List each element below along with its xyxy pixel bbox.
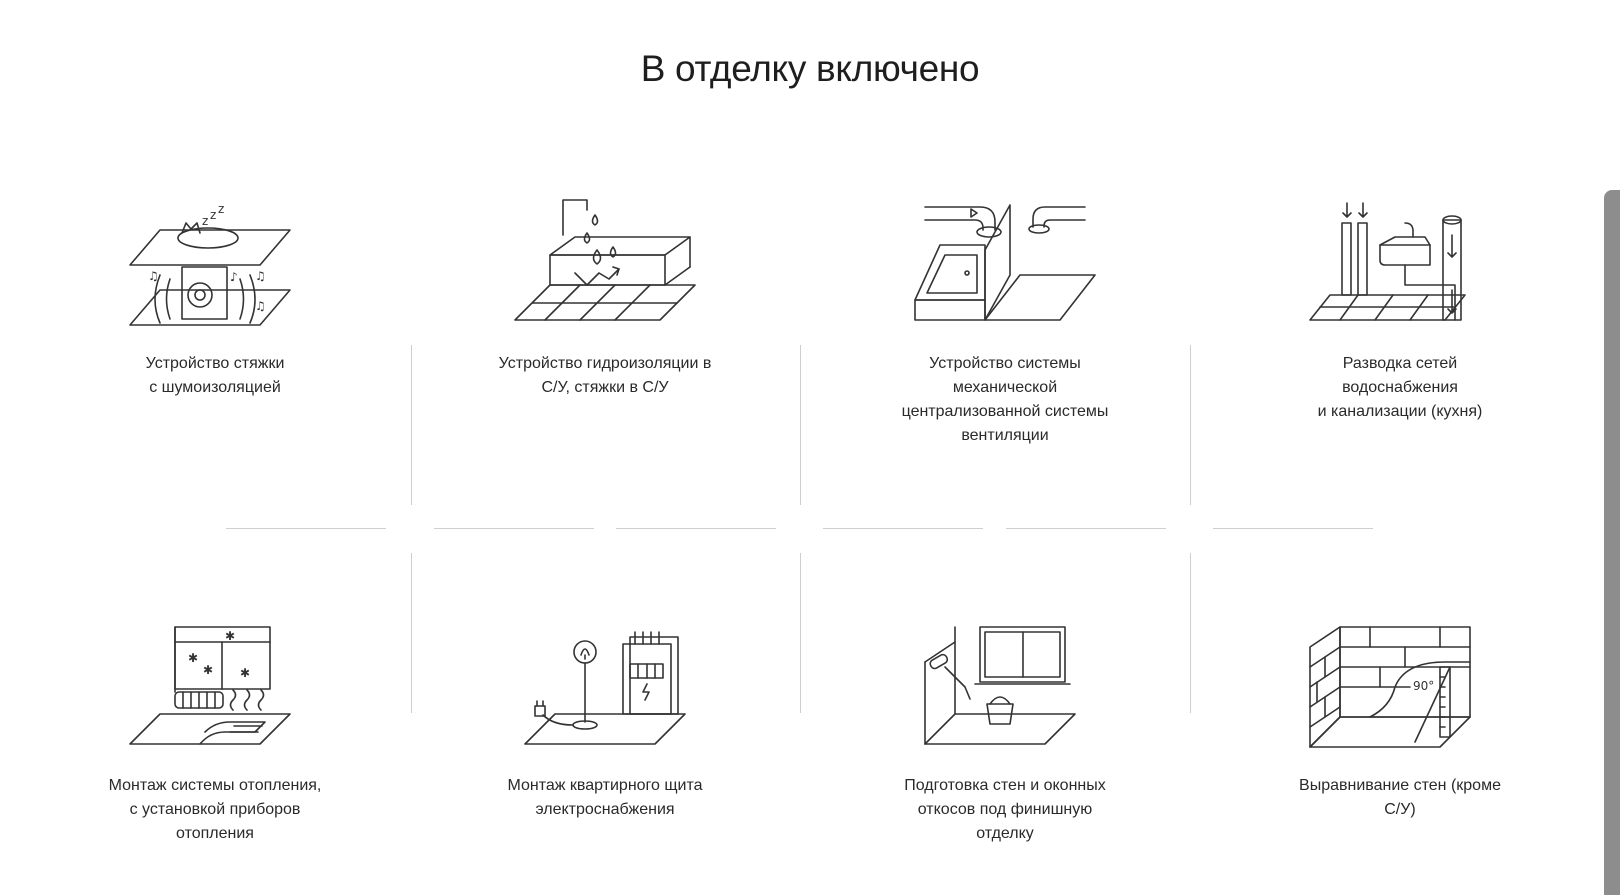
page-scrollbar[interactable] (1604, 190, 1620, 895)
feature-caption: Устройство системы механической централизованной системы вентиляции (901, 355, 1109, 444)
feature-caption: Монтаж системы отопления, с установкой приборов отопления (108, 777, 322, 842)
section-title: В отделку включено (640, 48, 980, 89)
waterproofing-icon (515, 195, 695, 330)
feature-caption: Устройство стяжки с шумоизоляцией (145, 355, 285, 396)
svg-text:z: z (202, 214, 209, 228)
svg-text:♪: ♪ (230, 270, 238, 284)
grid-divider-horizontal (1006, 528, 1166, 529)
feature-caption: Монтаж квартирного щита электроснабжения (507, 777, 703, 818)
svg-text:♫: ♫ (255, 269, 266, 283)
svg-text:♫: ♫ (255, 299, 266, 313)
svg-text:♫: ♫ (148, 269, 159, 283)
angle-label: 90° (1413, 679, 1435, 693)
heating-radiator-icon (130, 622, 300, 752)
ventilation-icon (915, 195, 1095, 330)
soundproof-screed-icon (130, 195, 300, 330)
grid-divider-vertical (411, 345, 412, 505)
wall-paint-prep-icon (915, 622, 1095, 752)
grid-divider-horizontal (1213, 528, 1373, 529)
grid-divider-horizontal (226, 528, 386, 529)
svg-text:z: z (218, 202, 225, 216)
feature-caption: Выравнивание стен (кроме С/У) (1299, 777, 1501, 818)
svg-text:✱: ✱ (240, 666, 251, 680)
wall-leveling-icon (1310, 622, 1490, 752)
grid-divider-horizontal (616, 528, 776, 529)
feature-item-ventilation (875, 195, 1135, 448)
grid-divider-vertical (800, 553, 801, 713)
svg-text:✱: ✱ (203, 663, 214, 677)
feature-item-wall-prep (875, 622, 1135, 846)
grid-divider-vertical (800, 345, 801, 505)
grid-divider-vertical (1190, 345, 1191, 505)
grid-divider-horizontal (434, 528, 594, 529)
feature-item-screed (85, 195, 345, 400)
feature-caption: Разводка сетей водоснабжения и канализации (кухня) (1317, 355, 1483, 420)
feature-item-heating (85, 622, 345, 846)
feature-item-electrical (475, 622, 735, 822)
feature-item-plumbing (1270, 195, 1530, 424)
electrical-panel-icon (515, 622, 695, 752)
svg-text:✱: ✱ (225, 629, 236, 643)
feature-item-waterproofing (475, 195, 735, 400)
feature-item-wall-leveling (1270, 622, 1530, 822)
feature-caption: Подготовка стен и оконных откосов под финишную отделку (904, 777, 1106, 842)
svg-text:✱: ✱ (188, 651, 199, 665)
plumbing-icon (1310, 195, 1490, 330)
grid-divider-vertical (411, 553, 412, 713)
feature-caption: Устройство гидроизоляции в С/У, стяжки в С/У (498, 355, 712, 396)
svg-text:z: z (210, 208, 217, 222)
grid-divider-vertical (1190, 553, 1191, 713)
grid-divider-horizontal (823, 528, 983, 529)
